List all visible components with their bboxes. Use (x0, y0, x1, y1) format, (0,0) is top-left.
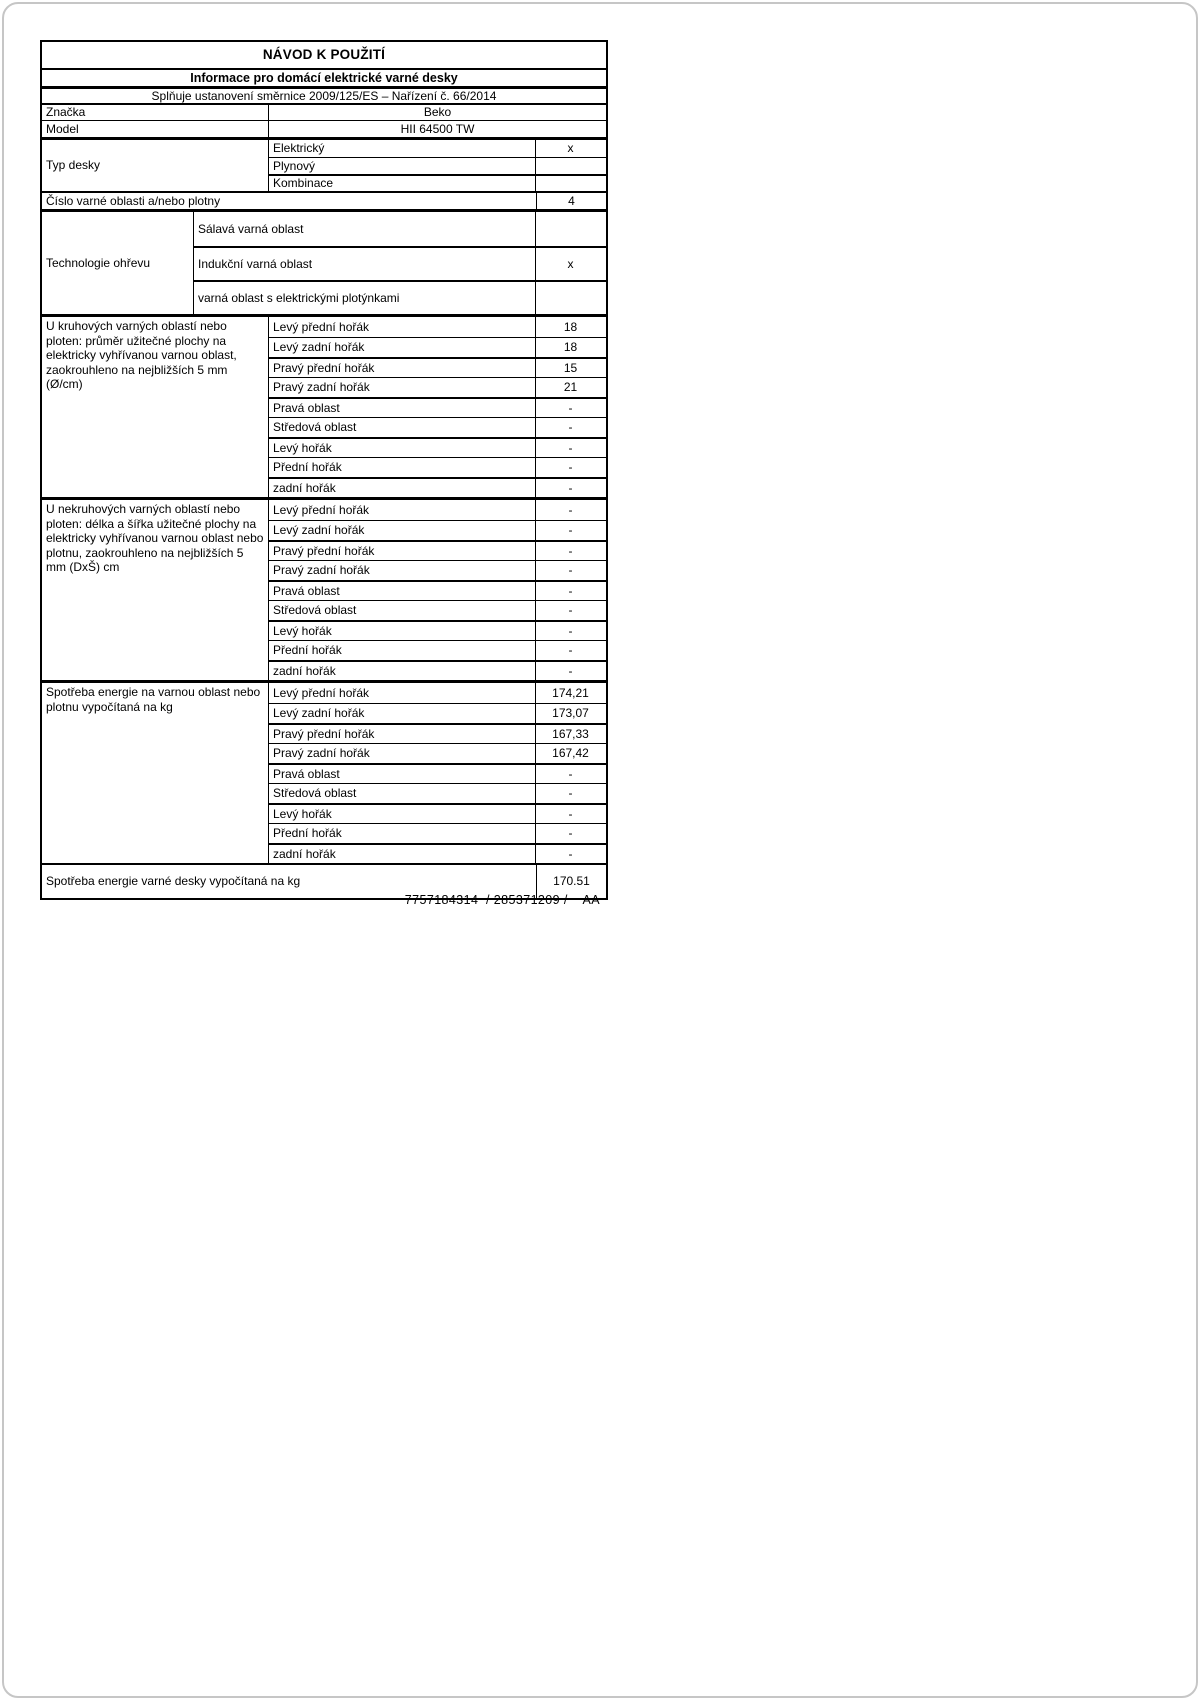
burner-value: 18 (563, 340, 578, 355)
burner-label: Levý přední hořák (269, 317, 536, 337)
burner-value: 15 (563, 360, 578, 375)
brand-label: Značka (42, 105, 269, 120)
burner-value: - (568, 663, 573, 678)
burner-value: - (568, 563, 573, 578)
section-round-zones (42, 314, 606, 497)
total-energy-label: Spotřeba energie varné desky vypočítaná na kg (42, 865, 537, 898)
burner-value: - (568, 502, 573, 517)
table-row-induction (194, 246, 606, 280)
burner-label: Přední hořák (269, 824, 536, 843)
burner-label: Levý zadní hořák (269, 521, 536, 540)
burner-value: 167,33 (552, 726, 589, 741)
table-row (269, 763, 606, 783)
burner-label: Levý přední hořák (269, 500, 536, 520)
zone-count-label: Číslo varné oblasti a/nebo plotny (42, 193, 537, 209)
burner-value: - (568, 440, 573, 455)
table-row-directive (42, 86, 606, 103)
burner-label: Pravý přední hořák (269, 542, 536, 560)
table-row-brand (42, 103, 606, 120)
table-row (269, 703, 606, 723)
table-row-gas (269, 157, 606, 174)
burner-value: - (568, 460, 573, 475)
zone-count-value: 4 (568, 193, 575, 208)
section-energy-per-zone (42, 680, 606, 863)
burner-label: Levý zadní hořák (269, 704, 536, 723)
burner-value: 18 (563, 319, 578, 334)
table-row-combi (269, 174, 606, 191)
table-row-electric (269, 140, 606, 157)
section-label: U nekruhových varných oblastí nebo ploten: délka a šířka užitečné plochy na elektricky vyhřívanou varnou oblast nebo plotnu, zaokrouhleno na nejbližších 5 mm (DxŠ) cm (42, 500, 269, 680)
table-row-title (42, 42, 606, 68)
burner-value: - (568, 480, 573, 495)
burner-value: 167,42 (552, 746, 589, 761)
hob-type-option-mark: x (567, 141, 574, 156)
table-row-radiant (194, 212, 606, 246)
burner-value: - (568, 623, 573, 638)
burner-label: Přední hořák (269, 641, 536, 660)
burner-label: Pravý přední hořák (269, 725, 536, 743)
table-row (269, 317, 606, 337)
table-row (269, 357, 606, 377)
table-row (269, 397, 606, 417)
table-row (269, 417, 606, 437)
table-row (269, 560, 606, 580)
burner-value: - (568, 786, 573, 801)
directive-text: Splňuje ustanovení směrnice 2009/125/ES – Nařízení č. 66/2014 (151, 89, 497, 103)
burner-label: Středová oblast (269, 418, 536, 437)
burner-value: - (568, 523, 573, 538)
heating-option-mark: x (567, 256, 574, 271)
burner-label: Pravý přední hořák (269, 359, 536, 377)
table-row (269, 640, 606, 660)
hob-type-option-label: Elektrický (269, 140, 536, 157)
burner-value: - (568, 603, 573, 618)
table-row-subtitle (42, 68, 606, 86)
table-row (269, 783, 606, 803)
burner-value: 21 (563, 380, 578, 395)
section-label: Spotřeba energie na varnou oblast nebo plotnu vypočítaná na kg (42, 683, 269, 863)
burner-value: 173,07 (552, 706, 589, 721)
product-fiche-table (40, 40, 608, 900)
burner-label: zadní hořák (269, 845, 536, 863)
total-energy-value: 170.51 (553, 874, 590, 889)
burner-label: zadní hořák (269, 479, 536, 497)
burner-label: Pravý zadní hořák (269, 378, 536, 397)
table-row (269, 437, 606, 457)
burner-label: Přední hořák (269, 458, 536, 477)
burner-label: Levý hořák (269, 439, 536, 457)
burner-label: Levý přední hořák (269, 683, 536, 703)
burner-value: 174,21 (552, 685, 589, 700)
burner-value: - (568, 643, 573, 658)
hob-type-option-mark (536, 158, 605, 174)
hob-type-option-label: Plynový (269, 158, 536, 174)
hob-type-label: Typ desky (42, 140, 269, 191)
doc-subtitle: Informace pro domácí elektrické varné desky (190, 70, 458, 85)
hob-type-band (42, 137, 606, 191)
table-row-model (42, 120, 606, 137)
burner-label: zadní hořák (269, 662, 536, 680)
table-row (269, 723, 606, 743)
burner-label: Levý hořák (269, 805, 536, 823)
burner-label: Pravá oblast (269, 765, 536, 783)
heating-option-label: varná oblast s elektrickými plotýnkami (194, 282, 536, 314)
burner-value: - (568, 846, 573, 861)
model-label: Model (42, 121, 269, 137)
table-row (269, 743, 606, 763)
heating-option-mark (536, 212, 605, 246)
burner-label: Středová oblast (269, 784, 536, 803)
burner-value: - (568, 400, 573, 415)
hob-type-option-label: Kombinace (269, 176, 536, 191)
table-row (269, 803, 606, 823)
doc-title: NÁVOD K POUŽITÍ (262, 46, 386, 62)
table-row (269, 337, 606, 357)
table-row (269, 843, 606, 863)
page-card (2, 2, 1198, 1698)
burner-value: - (568, 420, 573, 435)
heating-option-label: Sálavá varná oblast (194, 212, 536, 246)
heating-option-mark (536, 282, 605, 314)
heating-tech-band (42, 209, 606, 314)
burner-label: Levý hořák (269, 622, 536, 640)
table-row (269, 600, 606, 620)
table-row-zone-count (42, 191, 606, 209)
table-row-solid-plate (194, 280, 606, 314)
table-row (269, 477, 606, 497)
burner-value: - (568, 583, 573, 598)
heating-option-label: Indukční varná oblast (194, 248, 536, 280)
table-row (269, 620, 606, 640)
burner-label: Pravý zadní hořák (269, 744, 536, 763)
heating-tech-label: Technologie ohřevu (42, 212, 194, 314)
table-row (269, 520, 606, 540)
table-row (269, 500, 606, 520)
table-row (269, 540, 606, 560)
hob-type-option-mark (536, 176, 605, 191)
burner-value: - (568, 806, 573, 821)
document-code: 7757184314 / 285371209 / AA (404, 893, 600, 907)
table-row (269, 660, 606, 680)
table-row (269, 457, 606, 477)
burner-value: - (568, 766, 573, 781)
table-row (269, 377, 606, 397)
burner-value: - (568, 826, 573, 841)
brand-value: Beko (423, 105, 452, 120)
burner-label: Levý zadní hořák (269, 338, 536, 357)
burner-label: Pravá oblast (269, 399, 536, 417)
table-row (269, 580, 606, 600)
section-nonround-zones (42, 497, 606, 680)
table-row (269, 823, 606, 843)
burner-label: Pravý zadní hořák (269, 561, 536, 580)
burner-value: - (568, 543, 573, 558)
table-row (269, 683, 606, 703)
burner-label: Středová oblast (269, 601, 536, 620)
section-label: U kruhových varných oblastí nebo ploten: průměr užitečné plochy na elektricky vyhřívanou varnou oblast, zaokrouhleno na nejbližších 5 mm (Ø/cm) (42, 317, 269, 497)
model-value: HII 64500 TW (400, 121, 475, 136)
burner-label: Pravá oblast (269, 582, 536, 600)
